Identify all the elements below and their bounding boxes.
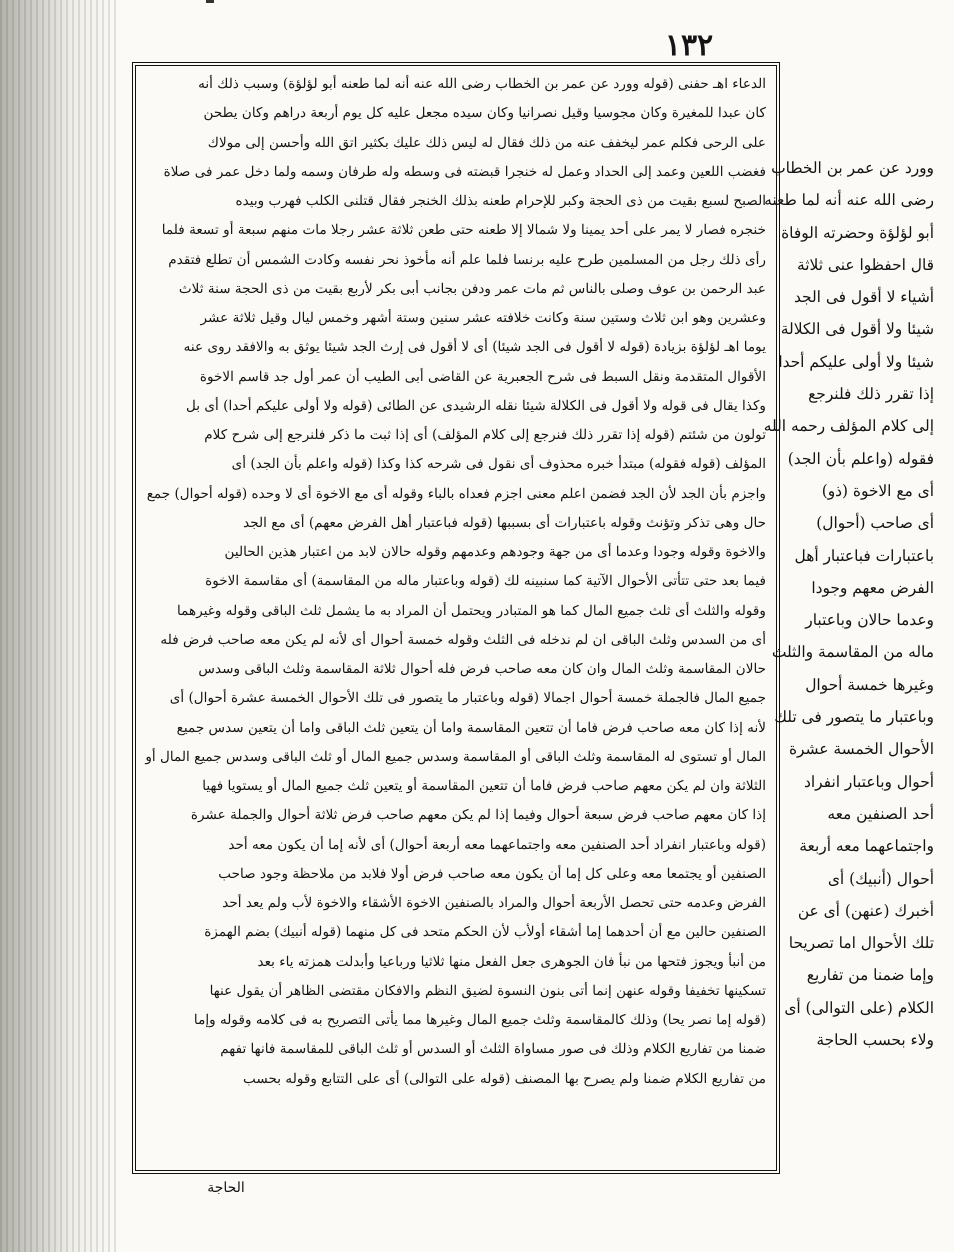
text-line: وعشرين وهو ابن ثلاث وستين سنة وكانت خلافته عشر سنين وستة أشهر وخمس ليال وقيل ثلاثة عشر [200,310,766,326]
text-line: وقوله والثلث أى ثلث جميع المال كما هو المتبادر ويحتمل أن المراد به ما يشمل ثلث الباقى وقوله وغيرهما [177,602,766,619]
text-line: على الرحى فكلم عمر ليخفف عنه من ذلك فقال له ليس ذلك عليك بكثير اتق الله وأحسن إلى مولاك [207,134,766,151]
text-line: عبد الرحمن بن عوف وصلى بالناس ثم مات عمر ودفن بجانب أبى بكر لأربع بقيت من ذى الحجة سنة ثلاث [178,280,766,297]
text-line: فيما بعد حتى تتأتى الأحوال الآتية كما سنبينه لك (قوله وباعتبار ماله من المقاسمة) أى مقاسمة الاخوة [205,573,766,590]
margin-line: أى مع الاخوة (ذو) [821,481,934,500]
margin-line: وغيرها خمسة أحوال [805,675,934,694]
margin-line: وباعتبار ما يتصور فى تلك [774,708,934,727]
text-line: الثلاثة وان لم يكن معهم صاحب فرض فاما أن تتعين المقاسمة أو يتعين ثلث جميع المال أو يستويا فهيا [202,778,766,794]
margin-line: الأحوال الخمسة عشرة [788,740,934,759]
text-line: تولون من شئتم (قوله إذا تقرر ذلك فنرجع إلى كلام المؤلف) أى إذا ثبت ما ذكر فلنرجع إلى شرح كلام [204,427,766,443]
margin-line: الفرض معهم وجودا [811,578,934,597]
text-line: الفرض وعدمه حتى تحصل الأربعة أحوال والمراد بالصنفين الاخوة الأشقاء والاخوة لأب ولم يعد أحد [222,895,766,911]
text-line: رأى ذلك رجل من المسلمين طرح عليه برنسا فلما علم أنه مأخوذ نحر نفسه وكادت الشمس أن تطلع فتقدم [168,251,766,268]
text-line: كان عبدا للمغيرة وكان مجوسيا وقيل نصرانيا وكان سيده مجعل عليه كل يوم أربعة دراهم وكان يطحن [203,105,766,122]
text-line: يوما اهـ لؤلؤة بزيادة (قوله لا أقول فى الجد شيئا) أى لا أقول فى إرث الجد شيئا يوثق به والافقد روى عنه [183,339,766,356]
text-line: (قوله إما نصر يحا) وذلك كالمقاسمة وثلث جميع المال وغيرها مما يأتى التصريح به فى كلامه وقوله وإما [193,1012,766,1028]
margin-line: شيئا ولا أولى عليكم أحدا [778,352,934,371]
margin-line: شيئا ولا أقول فى الكلالة [780,320,934,339]
margin-line: وإما ضمنا من تفاريع [806,966,934,985]
margin-line: قال احفظوا عنى ثلاثة [797,255,934,274]
margin-line: وعدما حالان وباعتبار [805,611,934,630]
catchword: الحاجة [207,1180,245,1196]
margin-line: تلك الأحوال اما تصريحا [788,934,934,953]
margin-line: رضى الله عنه أنه لما طعنه [764,191,934,210]
margin-line: ولاء بحسب الحاجة [816,1031,934,1050]
text-line: واجزم بأن الجد لأن الجد فضمن اعلم معنى اجزم فعداه بالباء وقوله أى مع الاخوة أى لا وحده (قوله أحوال) جمع [146,485,766,502]
text-line: المؤلف (قوله فقوله) مبتدأ خبره محذوف أى نقول فى شرحه كذا وكذا (قوله واعلم بأن الجد) أى [231,456,766,473]
text-line: خنجره فصار لا يمر على أحد يمينا ولا شمالا إلا طعنه حتى طعن ثلاثة عشر رجلا مات منهم سبعة أو تسعة فلما [161,222,766,239]
text-line: إذا كان معهم صاحب فرض سبعة أحوال وفيما إذا لم يكن معهم صاحب فرض ثلاثة أحوال والجملة عشرة [190,807,766,824]
text-line: الأقوال المتقدمة ونقل السبط فى شرح الجعبرية عن القاضى أبى الطيب أن عمر أول جد قاسم الاخوة [199,368,766,385]
text-line: الصنفين أو يجتمعا معه وعلى كل إما أن يكون معه صاحب فرض أولا فلابد من ملاحظة وجود صاحب [218,865,766,882]
margin-line: ماله من المقاسمة والثلث [771,643,934,662]
margin-line: أشياء لا أقول فى الجد [793,288,934,307]
main-commentary-text [142,70,766,1170]
text-line: من أنبأ ويجوز فتحها من نبأ فان الجوهرى جعل الفعل منها ثلاثيا ورباعيا وأبدلت همزته ياء بعد [257,953,766,970]
margin-line: إلى كلام المؤلف رحمه الله [763,417,934,436]
text-line: الدعاء اهـ حفنى (قوله وورد عن عمر بن الخطاب رضى الله عنه أنه لما طعنه أبو لؤلؤة) وسبب ذلك أنه [198,76,766,92]
text-line: فغضب اللعين وعمد إلى الحداد وعمل له خنجرا قبضته فى وسطه وله طرفان وسمه ولما دخل عمر فى صلاة [163,163,766,180]
margin-line: أخبرك (عنهن) أى عن [797,901,934,920]
margin-line: واجتماعهما معه أربعة [799,837,934,856]
margin-line: أحد الصنفين معه [827,804,934,823]
text-line: الصبح لسبع بقيت من ذى الحجة وكبر للإحرام طعنه بذلك الخنجر فقال قتلنى الكلب فهرب وبيده [235,193,766,209]
text-line: ضمنا من تفاريع الكلام وذلك فى صور مساواة الثلث أو السدس أو ثلث الباقى للمقاسمة فانها تفهم [220,1041,766,1058]
text-line: الصنفين حالين مع أن أحدهما إما أشقاء أولأب لأن الحكم متحد فى كل منهما (قوله أنبيك) بضم الهمزة [204,924,766,941]
margin-line: أحوال وباعتبار انفراد [804,772,934,791]
text-line: جميع المال فالجملة خمسة أحوال اجمالا (قوله وباعتبار ما يتصور فى تلك الأحوال الخمسة عشرة أحوال) أى [169,690,766,707]
margin-matn-text [763,152,934,1056]
text-line: وكذا يقال فى قوله ولا أقول فى الكلالة شيئا نقله الرشيدى عن الطائى (قوله ولا أولى عليكم أحدا) أى بل [186,397,766,414]
text-line: حالان المقاسمة وثلث المال وان كان معه صاحب فرض فله أحوال ثلاثة المقاسمة وثلث الباقى وسدس [198,661,766,677]
margin-line: أى صاحب (أحوال) [816,514,934,533]
text-line: تسكينها تخفيفا وقوله عنهن إنما أتى بنون النسوة لضيق النظم والافكان مقتضى الظاهر أن يقول عنها [209,982,766,999]
ink-speck [206,0,214,3]
text-line: حال وهى تذكر وتؤنث وقوله باعتبارات أى بسببها (قوله فباعتبار أهل الفرض معهم) أى مع الجد [243,514,766,531]
text-line: من تفاريع الكلام ضمنا ولم يصرح بها المصنف (قوله على التوالى) أى على التتابع وقوله بحسب [243,1070,766,1087]
page-number: ١٣٢ [664,28,714,63]
margin-line: الكلام (على التوالى) أى [784,998,934,1017]
margin-line: وورد عن عمر بن الخطاب [771,159,934,177]
margin-line: فقوله (واعلم بأن الجد) [787,449,934,468]
text-line: المال أو تستوى له المقاسمة وثلث الباقى أو المقاسمة وسدس جميع المال أو ثلث الباقى وسدس جميع المال أو [145,748,766,765]
text-line: (قوله وباعتبار انفراد أحد الصنفين معه واجتماعهما معه أربعة أحوال) أى لأنه إما أن يكون معه أحد [228,836,766,853]
text-line: أى من السدس وثلث الباقى ان لم ندخله فى الثلث وقوله خمسة أحوال أى لأنه لم يكن معه صاحب فرض فله [160,631,766,648]
text-line: والاخوة وقوله وجودا وعدما أى من جهة وجودهم وعدمهم وقوله حالان لابد من اعتبار هذين الحالين [224,544,766,560]
margin-line: إذا تقرر ذلك فلنرجع [808,385,934,404]
page-edge-shadow [0,0,118,1252]
margin-line: أحوال (أنبيك) أى [827,869,934,888]
text-line: لأنه إذا كان معه صاحب فرض فاما أن تتعين المقاسمة واما أن يتعين ثلث الباقى واما أن يتعين سدس جميع [176,719,766,736]
margin-line: أبو لؤلؤة وحضرته الوفاة [781,223,934,242]
margin-line: باعتبارات فباعتبار أهل [794,546,934,565]
